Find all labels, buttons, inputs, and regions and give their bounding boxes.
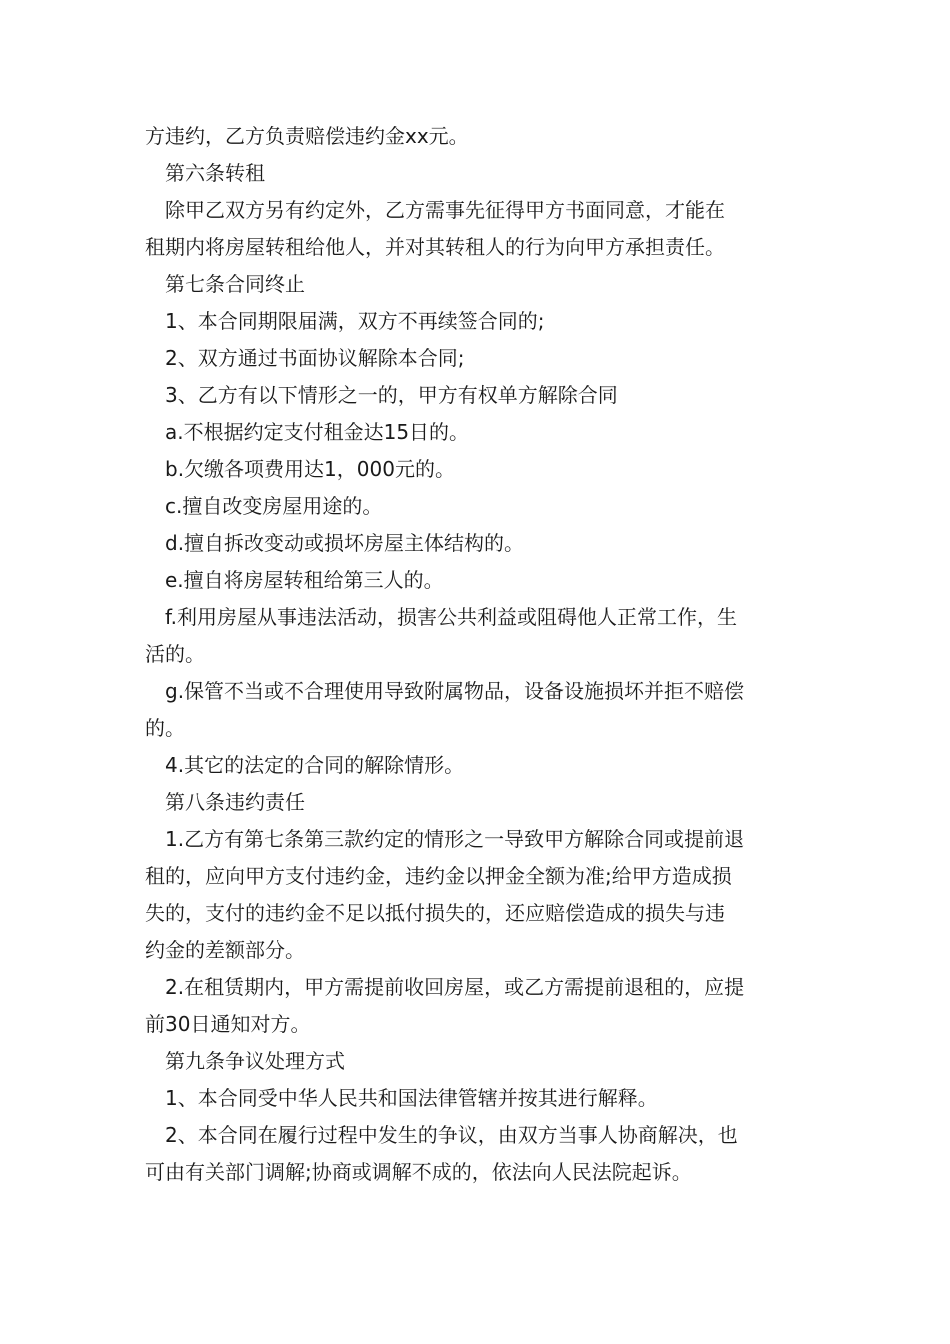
document-body xyxy=(145,118,813,1191)
section-heading: 第七条合同终止 xyxy=(165,272,305,296)
sub-list-item: c.擅自改变房屋用途的。 xyxy=(165,494,383,518)
sub-list-item-continuation: 的。 xyxy=(145,716,185,740)
text-line: 方违约，乙方负责赔偿违约金xx元。 xyxy=(145,124,469,148)
list-item-continuation: 失的，支付的违约金不足以抵付损失的，还应赔偿造成的损失与违 xyxy=(145,901,725,925)
list-item-continuation: 可由有关部门调解;协商或调解不成的，依法向人民法院起诉。 xyxy=(145,1160,692,1184)
sub-list-item: e.擅自将房屋转租给第三人的。 xyxy=(165,568,444,592)
list-item: 3、乙方有以下情形之一的，甲方有权单方解除合同 xyxy=(165,383,618,407)
section-heading: 第九条争议处理方式 xyxy=(165,1049,345,1073)
paragraph-line: 租期内将房屋转租给他人，并对其转租人的行为向甲方承担责任。 xyxy=(145,235,725,259)
paragraph-line: 除甲乙双方另有约定外，乙方需事先征得甲方书面同意，才能在 xyxy=(165,198,725,222)
sub-list-item-continuation: 活的。 xyxy=(145,642,205,666)
list-item-continuation: 租的，应向甲方支付违约金，违约金以押金全额为准;给甲方造成损 xyxy=(145,864,732,888)
list-item: 2.在租赁期内，甲方需提前收回房屋，或乙方需提前退租的，应提 xyxy=(165,975,745,999)
section-heading: 第八条违约责任 xyxy=(165,790,305,814)
sub-list-item: a.不根据约定支付租金达15日的。 xyxy=(165,420,470,444)
sub-list-item: d.擅自拆改变动或损坏房屋主体结构的。 xyxy=(165,531,525,555)
list-item: 2、双方通过书面协议解除本合同; xyxy=(165,346,465,370)
list-item: 4.其它的法定的合同的解除情形。 xyxy=(165,753,465,777)
list-item: 1.乙方有第七条第三款约定的情形之一导致甲方解除合同或提前退 xyxy=(165,827,745,851)
list-item-continuation: 前30日通知对方。 xyxy=(145,1012,311,1036)
list-item-continuation: 约金的差额部分。 xyxy=(145,938,305,962)
sub-list-item: f.利用房屋从事违法活动，损害公共利益或阻碍他人正常工作，生 xyxy=(165,605,737,629)
list-item: 1、本合同受中华人民共和国法律管辖并按其进行解释。 xyxy=(165,1086,658,1110)
list-item: 1、本合同期限届满，双方不再续签合同的; xyxy=(165,309,545,333)
sub-list-item: g.保管不当或不合理使用导致附属物品，设备设施损坏并拒不赔偿 xyxy=(165,679,745,703)
section-heading: 第六条转租 xyxy=(165,161,265,185)
sub-list-item: b.欠缴各项费用达1，000元的。 xyxy=(165,457,455,481)
list-item: 2、本合同在履行过程中发生的争议，由双方当事人协商解决，也 xyxy=(165,1123,738,1147)
